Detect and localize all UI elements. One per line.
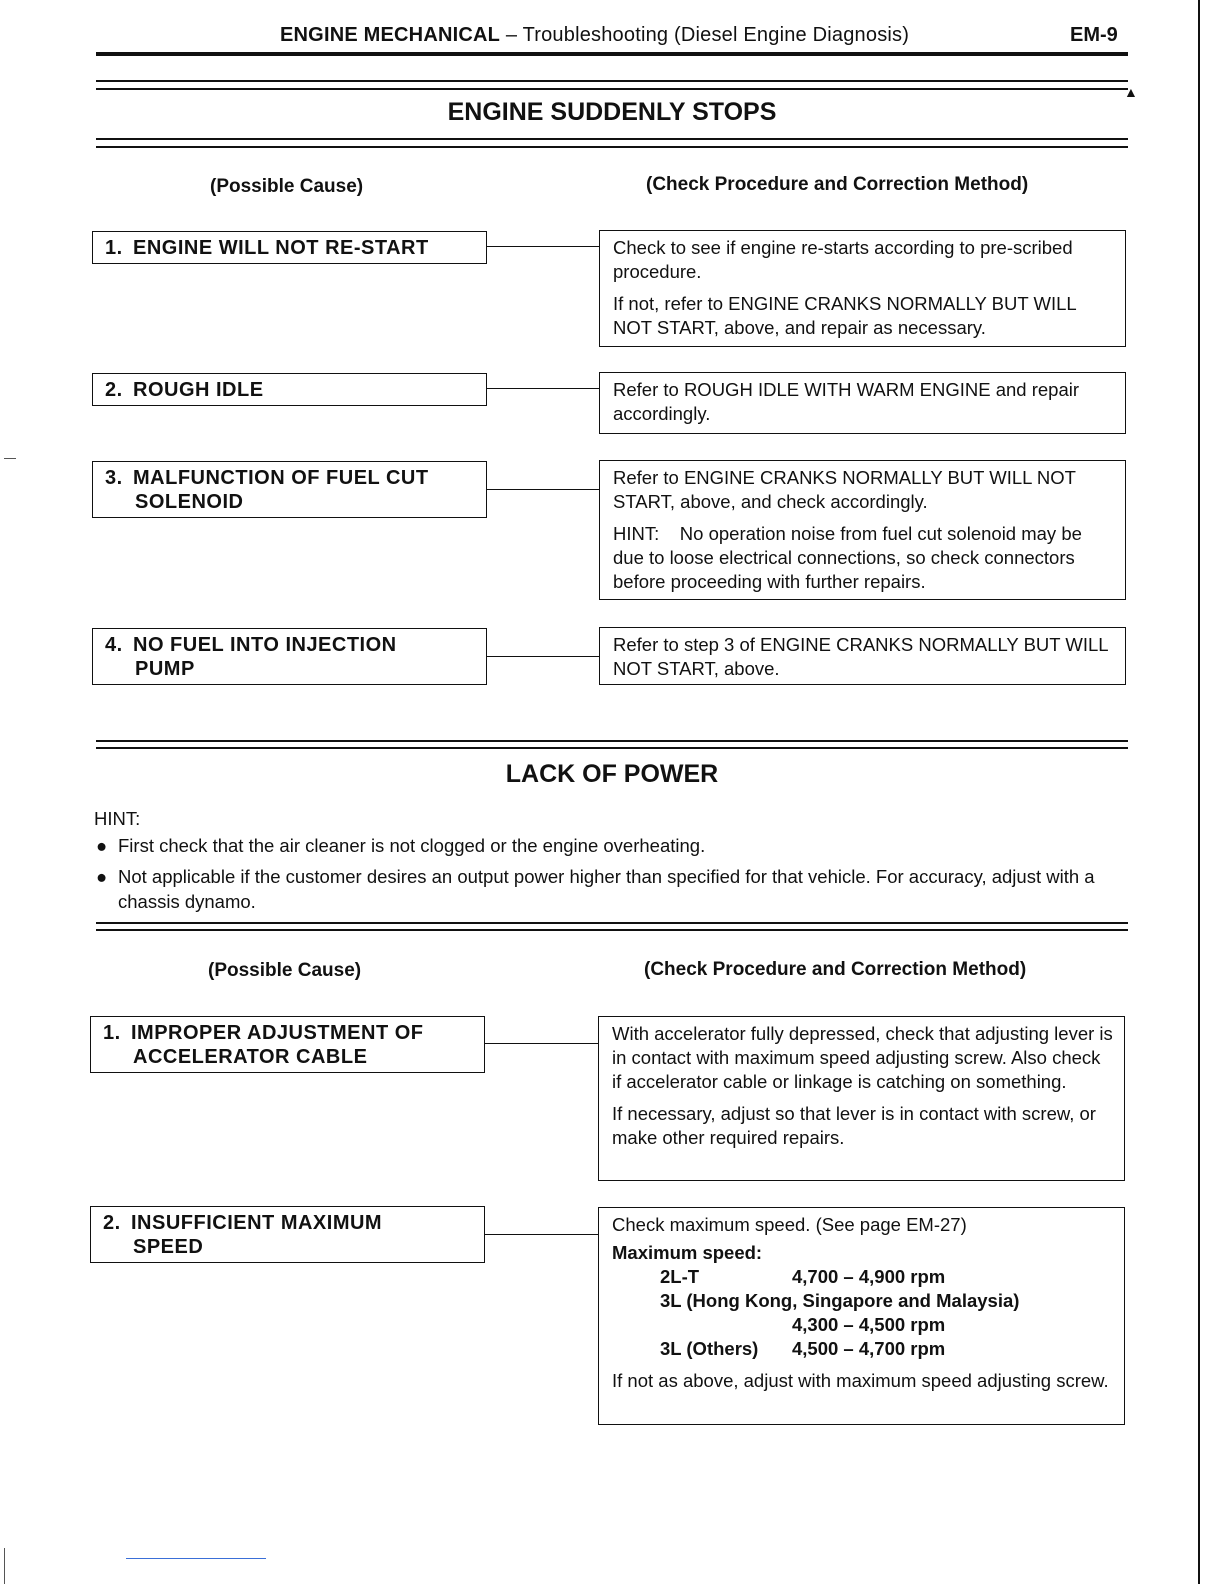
cause-box-1 [92, 231, 487, 264]
scan-mark [4, 1548, 5, 1584]
hint-label: HINT: [94, 808, 141, 829]
procedure-text: Refer to step 3 of ENGINE CRANKS NORMALLY BUT WILL NOT START, above. [613, 634, 1108, 679]
cause-label: ROUGH IDLE [133, 379, 264, 401]
spec-row-3l-other [612, 1337, 1114, 1361]
section-title-lack-of-power: LACK OF POWER [505, 760, 719, 788]
spec-row-2lt [612, 1265, 1114, 1289]
spec-value: 4,300 – 4,500 rpm [792, 1314, 946, 1335]
procedure-text: If not, refer to ENGINE CRANKS NORMALLY BUT WILL NOT START, above, and repair as necessary. [613, 293, 1076, 338]
cause-label: INSUFFICIENT MAXIMUM [131, 1212, 383, 1234]
cause-box-2 [92, 373, 487, 406]
procedure-text: Check maximum speed. (See page EM-27) [612, 1214, 967, 1235]
hint-text: First check that the air cleaner is not clogged or the engine overheating. [118, 835, 706, 856]
cause-label-cont: SOLENOID [135, 491, 244, 513]
procedure-box-2 [599, 372, 1126, 434]
cause-number: 2. [105, 379, 123, 401]
header-subtitle: Troubleshooting (Diesel Engine Diagnosis) [522, 24, 910, 46]
bullet-icon: ● [96, 866, 108, 887]
section-rule-bottom [96, 922, 1128, 924]
procedure-text: Refer to ENGINE CRANKS NORMALLY BUT WILL NOT START, above, and check accordingly. [613, 467, 1076, 512]
cause-number: 4. [105, 634, 123, 656]
cause-label: IMPROPER ADJUSTMENT OF [131, 1022, 424, 1044]
procedure-box-4 [599, 627, 1126, 685]
spec-row-3l-hk [612, 1289, 1114, 1313]
header-rule [96, 52, 1128, 56]
section-rule-bottom-2 [96, 929, 1128, 931]
header-section: ENGINE MECHANICAL [280, 24, 501, 46]
cause-label-cont: ACCELERATOR CABLE [133, 1046, 368, 1068]
cause-label: MALFUNCTION OF FUEL CUT [133, 467, 429, 489]
cause-number: 3. [105, 467, 123, 489]
cause-number: 1. [105, 237, 123, 259]
hint-item [94, 864, 1124, 914]
column-header-cause: (Possible Cause) [208, 960, 362, 981]
scan-mark: ▲ [1124, 84, 1138, 100]
spec-model: 3L (Others) [660, 1338, 759, 1359]
spec-row-3l-hk-value [612, 1313, 1114, 1337]
header-dash: – [500, 24, 523, 46]
cause-box-lop-2 [90, 1206, 485, 1263]
section-rule-bottom [96, 138, 1128, 140]
scan-mark [4, 458, 16, 459]
procedure-hint: HINT: No operation noise from fuel cut solenoid may be due to loose electrical connections, so check connectors before proceeding with further repairs. [613, 523, 1088, 592]
procedure-box-3 [599, 460, 1126, 600]
column-header-check: (Check Procedure and Correction Method) [644, 959, 1027, 980]
page-header [280, 24, 909, 47]
connector-line [487, 656, 599, 657]
cause-box-3 [92, 461, 487, 518]
cause-label: ENGINE WILL NOT RE-START [133, 237, 429, 259]
procedure-box-lop-2 [598, 1207, 1125, 1425]
cause-box-4 [92, 628, 487, 685]
spec-title: Maximum speed: [612, 1242, 763, 1263]
procedure-text: If not as above, adjust with maximum speed adjusting screw. [612, 1370, 1109, 1391]
spec-value: 4,500 – 4,700 rpm [792, 1338, 946, 1359]
hint-block [94, 806, 1124, 914]
cause-number: 1. [103, 1022, 121, 1044]
cause-label-cont: PUMP [135, 658, 195, 680]
procedure-text: If necessary, adjust so that lever is in contact with screw, or make other required repairs. [612, 1103, 1096, 1148]
section-rule-bottom-2 [96, 146, 1128, 148]
procedure-text: Check to see if engine re-starts according to pre-scribed procedure. [613, 237, 1073, 282]
spec-model: 2L-T [660, 1266, 700, 1287]
section-rule-top [96, 80, 1128, 82]
section-title-engine-stops: ENGINE SUDDENLY STOPS [447, 98, 777, 126]
cause-label: NO FUEL INTO INJECTION [133, 634, 397, 656]
procedure-text: Refer to ROUGH IDLE WITH WARM ENGINE and repair accordingly. [613, 379, 1080, 424]
section-rule-top-2 [96, 88, 1128, 90]
page-number: EM-9 [1070, 24, 1118, 46]
connector-line [487, 388, 599, 389]
connector-line [485, 1234, 598, 1235]
procedure-text: With accelerator fully depressed, check that adjusting lever is in contact with maximum speed adjusting screw. Also check if accelerator cable or linkage is catching on something. [612, 1023, 1113, 1092]
procedure-box-lop-1 [598, 1016, 1125, 1181]
connector-line [487, 246, 599, 247]
page-edge [1198, 0, 1200, 1584]
hint-item [94, 833, 1124, 858]
spec-model: 3L (Hong Kong, Singapore and Malaysia) [660, 1290, 1020, 1311]
cause-number: 2. [103, 1212, 121, 1234]
hint-text: Not applicable if the customer desires an output power higher than specified for that vehicle. For accuracy, adjust with a chassis dynamo. [118, 866, 1095, 912]
connector-line [487, 489, 599, 490]
footer-line [126, 1558, 266, 1559]
spec-value: 4,700 – 4,900 rpm [792, 1266, 946, 1287]
connector-line [485, 1043, 598, 1044]
cause-box-lop-1 [90, 1016, 485, 1073]
column-header-cause: (Possible Cause) [210, 176, 364, 197]
column-header-check: (Check Procedure and Correction Method) [646, 174, 1029, 195]
cause-label-cont: SPEED [133, 1236, 204, 1258]
bullet-icon: ● [96, 835, 108, 856]
procedure-box-1 [599, 230, 1126, 347]
section-rule-top-2 [96, 747, 1128, 749]
section-rule-top [96, 740, 1128, 742]
